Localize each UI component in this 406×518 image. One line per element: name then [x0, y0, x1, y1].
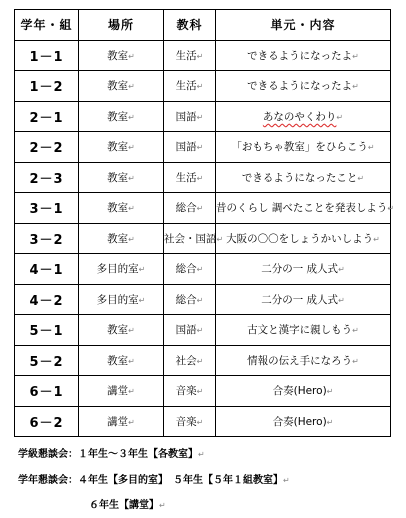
unit-cell-text: できるようになったこと: [241, 171, 358, 184]
subject-cell: 生活↵: [164, 40, 216, 71]
grade-cell: [15, 345, 79, 376]
grade-cell-text: 2－1: [29, 110, 64, 126]
grade-cell: [15, 376, 79, 407]
grade-cell-text: 6－1: [29, 385, 64, 401]
subject-cell-text: 生活: [175, 49, 197, 62]
place-cell-text: 教室: [107, 324, 129, 337]
place-cell-text: 教室: [107, 80, 129, 93]
table-row: [15, 71, 391, 102]
header-place: 場所: [79, 10, 164, 41]
unit-cell-text: あなのやくわり: [262, 110, 337, 123]
place-cell-text: 教室: [107, 354, 129, 367]
note-grade-meeting: 学年懇談会：４年生【多目的室】 ５年生【５年１組教室】↵: [18, 475, 290, 486]
place-cell-text: 多目的室: [96, 263, 139, 276]
unit-cell-text: できるようになったよ: [247, 80, 353, 93]
table-row: [15, 345, 391, 376]
table-row: [15, 223, 391, 254]
grade-cell: [15, 284, 79, 315]
header-unit-content: 単元・内容: [216, 10, 391, 41]
subject-cell: 国語↵: [164, 101, 216, 132]
grade-cell: [15, 162, 79, 193]
unit-cell: 二分の一 成人式↵: [216, 284, 391, 315]
subject-cell: 音楽↵: [164, 406, 216, 437]
place-cell: 講堂↵: [79, 406, 164, 437]
subject-cell-text: 総合: [175, 202, 197, 215]
grade-cell-text: 4－1: [29, 263, 64, 279]
subject-cell-text: 社会・国語: [164, 232, 217, 245]
subject-cell: 生活↵: [164, 162, 216, 193]
subject-cell-text: 総合: [175, 263, 197, 276]
grade-cell: [15, 71, 79, 102]
place-cell-text: 講堂: [107, 415, 129, 428]
subject-cell: 総合↵: [164, 254, 216, 285]
unit-cell-text: 合奏(Hero): [272, 385, 327, 398]
subject-cell: 生活↵: [164, 71, 216, 102]
note-class-meeting: 学級懇談会：１年生～３年生【各教室】↵: [18, 449, 205, 460]
unit-cell: 情報の伝え手になろう↵: [216, 345, 391, 376]
unit-cell: 合奏(Hero)↵: [216, 406, 391, 437]
note-grade6-meeting: ６年生【講堂】↵: [89, 500, 166, 511]
grade-cell-text: 2－3: [29, 171, 64, 187]
class-schedule-table: [14, 9, 395, 437]
place-cell: 教室↵: [79, 315, 164, 346]
unit-cell-text: 昔のくらし 調べたことを発表しよう: [216, 202, 388, 215]
grade-cell-text: 3－2: [29, 232, 64, 248]
grade-cell-text: 6－2: [29, 415, 64, 431]
subject-cell: 総合↵: [164, 193, 216, 224]
grade-cell-text: 2－2: [29, 141, 64, 157]
subject-cell-text: 社会: [175, 354, 197, 367]
grade-cell-text: 1－2: [29, 80, 64, 96]
place-cell-text: 多目的室: [96, 293, 139, 306]
table-header-row: [15, 10, 391, 41]
unit-cell-text: 二分の一 成人式: [261, 293, 339, 306]
unit-cell-text: 合奏(Hero): [272, 415, 327, 428]
place-cell: 教室↵: [79, 223, 164, 254]
grade-cell-text: 1－1: [29, 49, 64, 65]
subject-cell: 総合↵: [164, 284, 216, 315]
table-row: [15, 315, 391, 346]
table-row: [15, 406, 391, 437]
subject-cell-text: 国語: [175, 324, 197, 337]
place-cell: 教室↵: [79, 71, 164, 102]
unit-cell-text: できるようになったよ: [247, 49, 353, 62]
grade-cell: [15, 223, 79, 254]
place-cell-text: 教室: [107, 232, 129, 245]
grade-cell: [15, 101, 79, 132]
grade-cell: [15, 132, 79, 163]
place-cell-text: 教室: [107, 171, 129, 184]
place-cell-text: 教室: [107, 110, 129, 123]
unit-cell-text: 情報の伝え手になろう: [247, 354, 353, 367]
grade-cell-text: 3－1: [29, 202, 64, 218]
unit-cell: できるようになったよ↵: [216, 40, 391, 71]
grade-cell: [15, 40, 79, 71]
unit-cell: 昔のくらし 調べたことを発表しよう↵: [216, 193, 391, 224]
table-row: [15, 40, 391, 71]
subject-cell: 国語↵: [164, 132, 216, 163]
place-cell: 多目的室↵: [79, 254, 164, 285]
table-row: [15, 132, 391, 163]
subject-cell-text: 生活: [175, 171, 197, 184]
unit-cell: 合奏(Hero)↵: [216, 376, 391, 407]
place-cell: 教室↵: [79, 193, 164, 224]
subject-cell: 音楽↵: [164, 376, 216, 407]
header-subject: 教科: [164, 10, 216, 41]
subject-cell: 社会・国語↵: [164, 223, 216, 254]
place-cell: 教室↵: [79, 345, 164, 376]
unit-cell: 大阪の〇〇をしょうかいしよう↵: [216, 223, 391, 254]
place-cell: 教室↵: [79, 132, 164, 163]
place-cell: 教室↵: [79, 101, 164, 132]
table-row: [15, 376, 391, 407]
grade-cell: [15, 254, 79, 285]
place-cell-text: 教室: [107, 202, 129, 215]
unit-cell: できるようになったこと↵: [216, 162, 391, 193]
unit-cell-text: 古文と漢字に親しもう: [247, 324, 353, 337]
subject-cell-text: 音楽: [175, 415, 197, 428]
table-row: [15, 101, 391, 132]
table-row: [15, 284, 391, 315]
grade-cell-text: 5－1: [29, 324, 64, 340]
unit-cell-text: 「おもちゃ教室」をひらこう: [231, 141, 368, 154]
subject-cell: 社会↵: [164, 345, 216, 376]
unit-cell: あなのやくわり↵: [216, 101, 391, 132]
grade-cell: [15, 406, 79, 437]
subject-cell-text: 音楽: [175, 385, 197, 398]
subject-cell-text: 生活: [175, 80, 197, 93]
subject-cell: 国語↵: [164, 315, 216, 346]
grade-cell-text: 4－2: [29, 293, 64, 309]
place-cell-text: 教室: [107, 141, 129, 154]
unit-cell-text: 大阪の〇〇をしょうかいしよう: [226, 232, 374, 245]
unit-cell-text: 二分の一 成人式: [261, 263, 339, 276]
unit-cell: 「おもちゃ教室」をひらこう↵: [216, 132, 391, 163]
place-cell: 多目的室↵: [79, 284, 164, 315]
table-row: [15, 193, 391, 224]
subject-cell-text: 国語: [175, 110, 197, 123]
unit-cell: 古文と漢字に親しもう↵: [216, 315, 391, 346]
place-cell: 講堂↵: [79, 376, 164, 407]
place-cell: 教室↵: [79, 162, 164, 193]
grade-cell: [15, 193, 79, 224]
table-row: [15, 254, 391, 285]
unit-cell: 二分の一 成人式↵: [216, 254, 391, 285]
subject-cell-text: 国語: [175, 141, 197, 154]
place-cell-text: 教室: [107, 49, 129, 62]
grade-cell: [15, 315, 79, 346]
table-row: [15, 162, 391, 193]
unit-cell: できるようになったよ↵: [216, 71, 391, 102]
grade-cell-text: 5－2: [29, 354, 64, 370]
place-cell-text: 講堂: [107, 385, 129, 398]
subject-cell-text: 総合: [175, 293, 197, 306]
header-grade-class: 学年・組: [15, 10, 79, 41]
place-cell: 教室↵: [79, 40, 164, 71]
